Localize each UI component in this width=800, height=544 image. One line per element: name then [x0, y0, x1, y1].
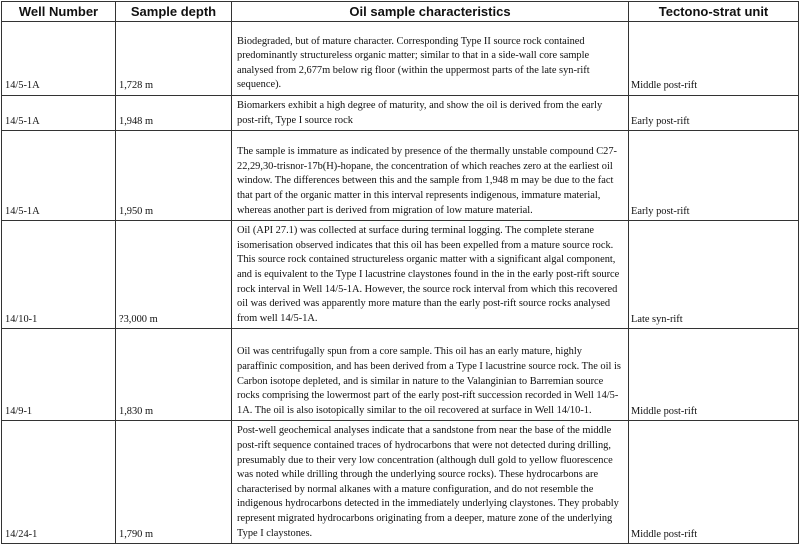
table-row [2, 329, 799, 421]
well-number-cell: 14/5-1A [2, 131, 116, 221]
well-number-cell: 14/10-1 [2, 221, 116, 329]
table-row [2, 221, 799, 329]
characteristics-cell: Oil (API 27.1) was collected at surface during terminal logging. The complete sterane isomerisation observed indicates that this oil has been expelled from a mature source rock. This source rock contained structureless organic matter with a significant algal component, and is equivalent to the Type I lacustrine claystones found in the in the early post-rift source rock interval in Well 14/5-1A. However, the source rock interval from which this recovered oil was derived was apparently more mature than the early post-rift source rocks analysed from well 14/5-1A. [232, 221, 629, 329]
table-row [2, 96, 799, 131]
sample-depth-cell: 1,728 m [116, 22, 232, 96]
characteristics-cell: Oil was centrifugally spun from a core sample. This oil has an early mature, highly paraffinic composition, and has been derived from a Type I lacustrine source rock. The oil is Carbon isotope depleted, and is similar in nature to the Valanginian to Barremian source rocks comprising the lowermost part of the early post-rift succession recorded in Well 14/5-1A. The oil is also isotopically similar to the oil recovered at surface in Well 14/10-1. [232, 329, 629, 421]
sample-depth-cell: 1,830 m [116, 329, 232, 421]
tectono-strat-unit-cell: Middle post-rift [629, 22, 799, 96]
header-tectono-strat-unit: Tectono-strat unit [629, 2, 799, 22]
tectono-strat-unit-cell: Late syn-rift [629, 221, 799, 329]
oil-sample-table [1, 1, 799, 544]
table-row [2, 22, 799, 96]
header-well-number: Well Number [2, 2, 116, 22]
sample-depth-cell: 1,950 m [116, 131, 232, 221]
characteristics-cell: The sample is immature as indicated by presence of the thermally unstable compound C27-22,29,30-trisnor-17b(H)-hopane, the concentration of which reaches zero at the earliest oil window. The differences between this and the sample from 1,948 m may be due to the fact that part of the organic matter in this interval represents indigenous, immature material, whereas another part is derived from migration of low mature material. [232, 131, 629, 221]
well-number-cell: 14/5-1A [2, 96, 116, 131]
tectono-strat-unit-cell: Early post-rift [629, 96, 799, 131]
header-oil-characteristics: Oil sample characteristics [232, 2, 629, 22]
characteristics-cell: Biodegraded, but of mature character. Corresponding Type II source rock contained predominantly structureless organic matter; similar to that in a side-wall core sample analysed from 2,677m below rig floor (within the uppermost parts of the late syn-rift sequence). [232, 22, 629, 96]
tectono-strat-unit-cell: Middle post-rift [629, 329, 799, 421]
characteristics-cell: Biomarkers exhibit a high degree of maturity, and show the oil is derived from the early post-rift, Type I source rock [232, 96, 629, 131]
well-number-cell: 14/5-1A [2, 22, 116, 96]
sample-depth-cell: ?3,000 m [116, 221, 232, 329]
well-number-cell: 14/24-1 [2, 421, 116, 544]
sample-depth-cell: 1,790 m [116, 421, 232, 544]
header-sample-depth: Sample depth [116, 2, 232, 22]
tectono-strat-unit-cell: Middle post-rift [629, 421, 799, 544]
header-row [2, 2, 799, 22]
sample-depth-cell: 1,948 m [116, 96, 232, 131]
well-number-cell: 14/9-1 [2, 329, 116, 421]
characteristics-cell: Post-well geochemical analyses indicate that a sandstone from near the base of the middle post-rift sequence contained traces of hydrocarbons that were not detected during drilling, presumably due to their very low concentration (although dull gold to yellow fluorescence was noted while drilling through the underlying source rocks). These hydrocarbons are characterised by normal alkanes with a mature configuration, and do not resemble the indigenous hydrocarbons detected in the immediately underlying claystones. They probably represent migrated hydrocarbons originating from a deeper, mature zone of the underlying Type I claystones. [232, 421, 629, 544]
table-row [2, 421, 799, 544]
tectono-strat-unit-cell: Early post-rift [629, 131, 799, 221]
table-row [2, 131, 799, 221]
